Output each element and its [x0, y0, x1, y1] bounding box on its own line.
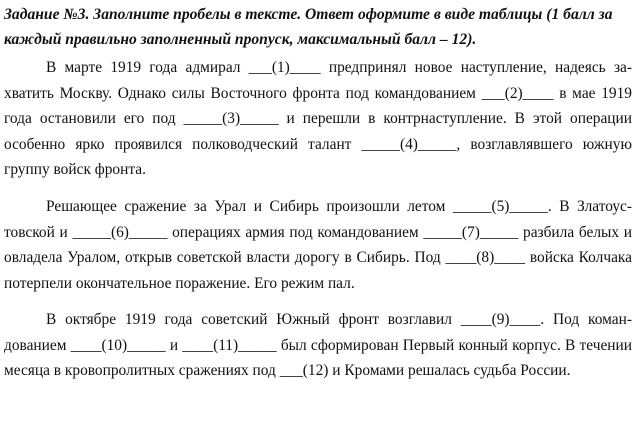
blank-1: ___(1)____ — [248, 59, 321, 76]
paragraph-1-text-1: В марте 1919 года адмирал — [46, 59, 249, 76]
blank-7: _____(7)_____ — [423, 223, 519, 241]
paragraph-3-text-4: был сформирован Первый конный корпус. В течении месяца в кровопролитных сражениях под — [4, 336, 632, 379]
task-title: Задание №3. Заполните пробелы в тексте. Ответ оформите в виде таблицы (1 балл за каждый правильно заполненный пропуск, максимальный балл – 12). — [4, 6, 613, 48]
blank-4: _____(4)_____ — [361, 135, 457, 153]
paragraph-3-text-1: В октябре 1919 года советский Южный фронт возглавил — [46, 311, 461, 328]
paragraph-2-text-1: Решающее сражение за Урал и Сибирь произошли летом — [46, 198, 453, 215]
blank-2: ___(2)____ — [481, 84, 554, 102]
paragraph-1-text-3: в мае 1919 года остановили его под — [4, 84, 632, 127]
paragraph-1 — [4, 55, 632, 183]
blank-5: _____(5)_____ — [452, 198, 548, 215]
blank-9: ____(9)____ — [460, 311, 541, 328]
blank-8: ____(8)____ — [445, 249, 526, 266]
paragraph-1-text-4: и перешли в контрнаступление. В этой операции особенно ярко проявился полководческий талант — [4, 110, 633, 153]
blank-6: _____(6)_____ — [72, 223, 168, 241]
paragraph-3-text-5: и Кромами решалась судьба России. — [328, 362, 571, 379]
blank-11: ____(11)_____ — [182, 336, 277, 354]
paragraph-3 — [4, 307, 632, 384]
paragraph-2-text-4: разбила белых и овладела Уралом, открыв советской власти дорогу в Сибирь. Под — [4, 223, 632, 266]
paragraph-2-text-5: войска Колчака потерпели окончательное поражение. Его режим пал. — [4, 249, 632, 292]
paragraph-2-text-2: . В Златоустовской и — [4, 198, 632, 241]
blank-12: ___(12) — [279, 362, 329, 379]
paragraph-1-text-2: предпринял новое наступление, надеясь захватить Москву. Однако силы Восточного фронта под командованием — [4, 59, 632, 102]
paragraph-3-text-2: . Под командованием — [4, 311, 632, 354]
paragraph-3-text-3: и — [165, 336, 183, 354]
blank-10: ____(10)_____ — [70, 336, 166, 354]
paragraph-1-text-5: , возглавлявшего южную группу войск фронта. — [4, 135, 632, 178]
paragraph-2-text-3: операциях армия под командованием — [167, 223, 424, 241]
blank-3: _____(3)_____ — [183, 110, 279, 127]
paragraph-2 — [4, 194, 632, 296]
